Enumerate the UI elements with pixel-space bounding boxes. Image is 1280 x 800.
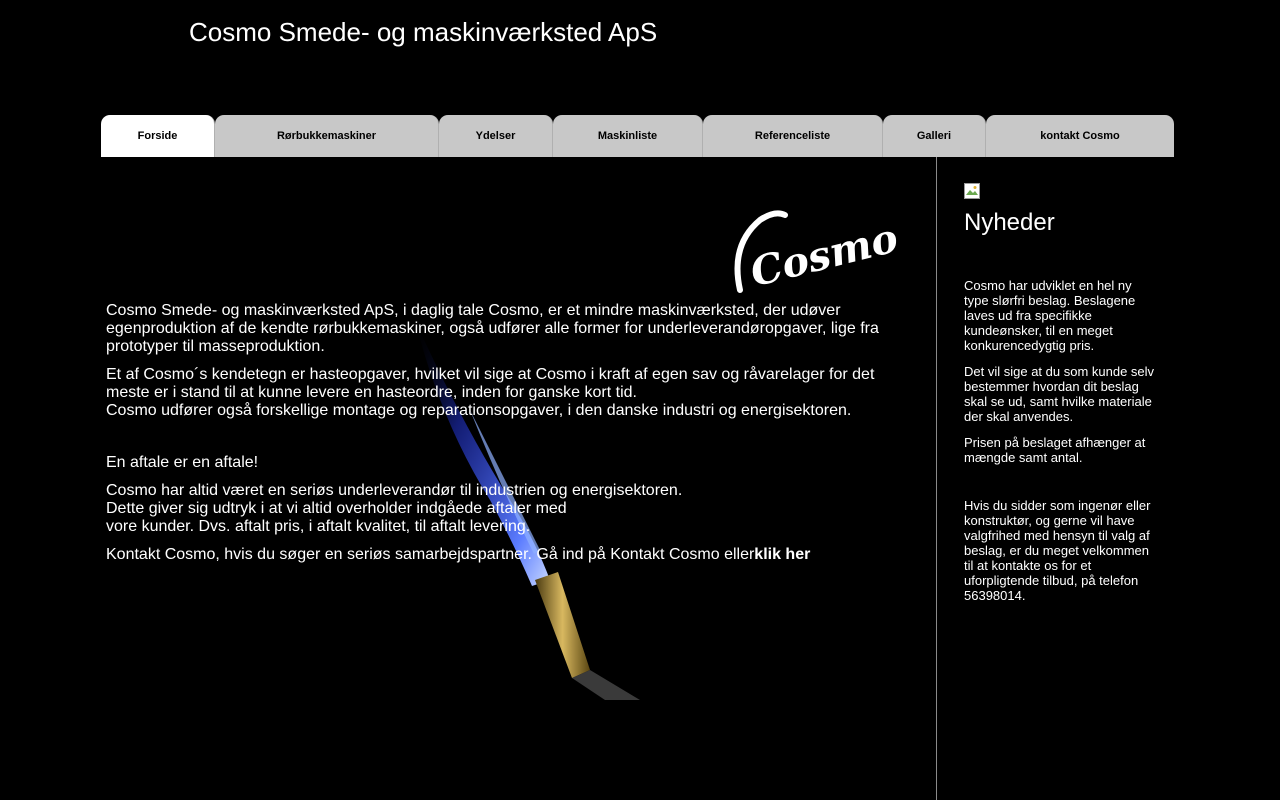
tab-maskinliste[interactable]: Maskinliste [553, 115, 703, 157]
broken-image-icon [964, 183, 980, 199]
aftale-line-3: vore kunder. Dvs. aftalt pris, i aftalt kvalitet, til aftalt levering. [106, 518, 531, 535]
tab-referenceliste[interactable]: Referenceliste [703, 115, 883, 157]
news-paragraph-2: Det vil sige at du som kunde selv bestemmer hvordan dit beslag skal se ud, samt hvilke materiale der skal anvendes. [964, 364, 1155, 424]
main-content [106, 302, 906, 574]
contact-text: Kontakt Cosmo, hvis du søger en seriøs samarbejdspartner. Gå ind på Kontakt Cosmo eller [106, 546, 755, 563]
tab-ydelser[interactable]: Ydelser [439, 115, 553, 157]
hasteopgaver-paragraph [106, 366, 906, 420]
news-paragraph-1: Cosmo har udviklet en hel ny type slørfri beslag. Beslagene laves ud fra specifikke kundeønsker, til en meget konkurencedygtig pris. [964, 278, 1136, 353]
news-paragraph-3: Prisen på beslaget afhænger at mængde samt antal. [964, 435, 1146, 465]
aftale-heading: En aftale er en aftale! [106, 454, 259, 471]
cosmo-logo [730, 205, 903, 300]
intro-paragraph: Cosmo Smede- og maskinværksted ApS, i daglig tale Cosmo, er et mindre maskinværksted, der udøver egenproduktion af de kendte rørbukkemaskiner, også udfører alle former for underleverandøropgaver, lige fra prototyper til masseproduktion. [106, 302, 879, 355]
logo-text: Cosmo [745, 214, 903, 297]
news-paragraph-4: Hvis du sidder som ingenør eller konstruktør, og gerne vil have valgfrihed med hensyn til valg af beslag, er du meget velkommen til at kontakte os for et uforpligtende tilbud, på telefon 56398014. [964, 498, 1151, 603]
aftale-line-2: Dette giver sig udtryk i at vi altid overholder indgåede aftaler med [106, 500, 567, 517]
klik-her-link[interactable]: klik her [754, 546, 811, 563]
tab-forside[interactable]: Forside [101, 115, 215, 157]
main-nav [101, 115, 1174, 157]
site-title: Cosmo Smede- og maskinværksted ApS [189, 17, 658, 47]
aftale-paragraph [106, 482, 906, 536]
column-divider [936, 157, 937, 800]
tab-rorbukkemaskiner[interactable]: Rørbukkemaskiner [215, 115, 439, 157]
tab-galleri[interactable]: Galleri [883, 115, 986, 157]
contact-paragraph [106, 546, 906, 564]
montage-text: Cosmo udfører også forskellige montage og reparationsopgaver, i den danske industri og energisektoren. [106, 402, 852, 419]
news-heading: Nyheder [964, 209, 1055, 236]
news-sidebar [964, 208, 1159, 614]
hasteopgaver-text: Et af Cosmo´s kendetegn er hasteopgaver, hvilket vil sige at Cosmo i kraft af egen sav og råvarelager for det meste er i stand til at kunne levere en hasteordre, inden for ganske kort tid. [106, 366, 875, 401]
tab-kontakt-cosmo[interactable]: kontakt Cosmo [986, 115, 1174, 157]
aftale-line-1: Cosmo har altid været en seriøs underleverandør til industrien og energisektoren. [106, 482, 683, 499]
